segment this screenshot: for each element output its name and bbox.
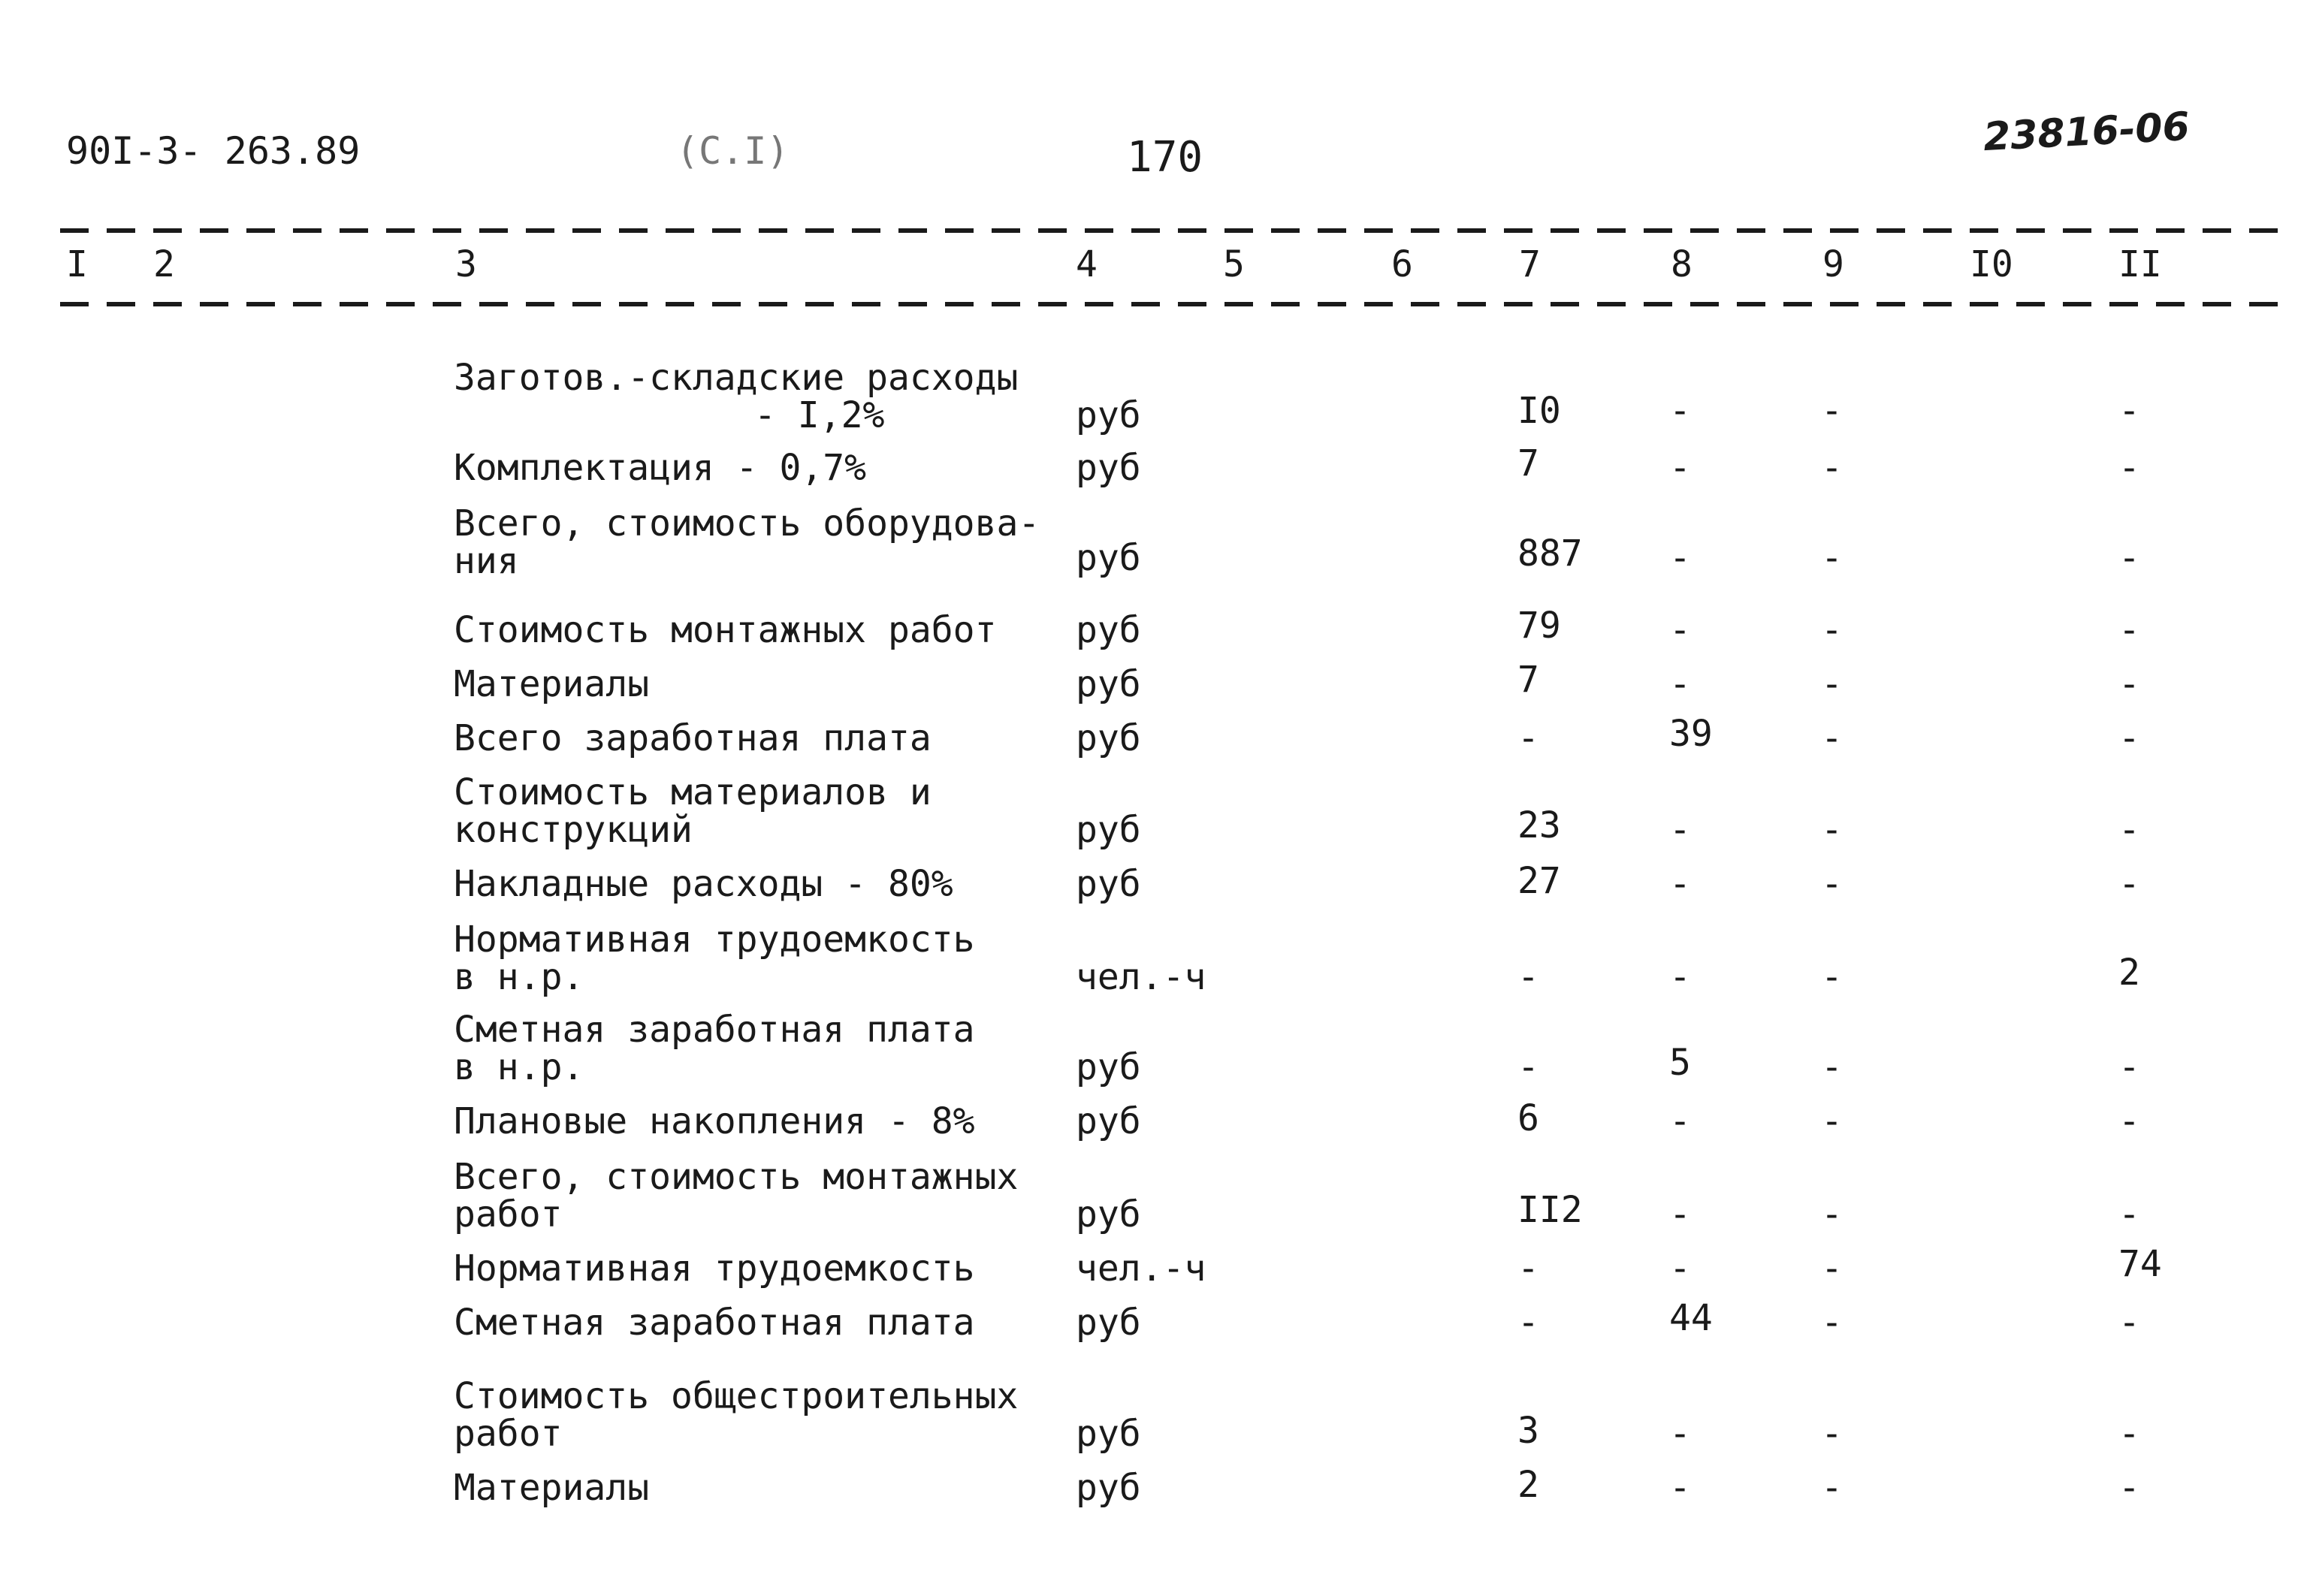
row-col7: 887 (1517, 533, 1583, 575)
row-col11: - (2118, 609, 2140, 651)
column-number-9: 9 (1822, 243, 1844, 285)
row-name-line: Всего, стоимость оборудова- (454, 502, 1040, 545)
row-name-line: Плановые накопления - 8% (454, 1100, 975, 1142)
row-col7: - (1517, 1046, 1539, 1088)
row-col7: 7 (1517, 442, 1539, 484)
row-col8: - (1669, 863, 1691, 905)
row-unit: руб (1076, 809, 1141, 851)
sheet-mark: (C.I) (676, 129, 790, 173)
column-number-8: 8 (1671, 243, 1693, 285)
row-col11: - (2118, 1467, 2140, 1509)
row-col9: - (1821, 1248, 1843, 1290)
row-col8: - (1669, 1100, 1691, 1142)
row-col9: - (1821, 1302, 1843, 1344)
row-col9: - (1821, 390, 1843, 432)
row-col9: - (1821, 609, 1843, 651)
row-col11: 2 (2118, 952, 2140, 994)
column-number-1: I (66, 243, 88, 285)
row-name (454, 1302, 975, 1344)
column-number-5: 5 (1223, 243, 1245, 285)
row-col7: 79 (1517, 605, 1561, 647)
row-col8: - (1669, 663, 1691, 705)
row-col11: - (2118, 1046, 2140, 1088)
handwritten-stamp-number: 23816-06 (1982, 104, 2191, 161)
row-name-line: конструкций (454, 809, 693, 851)
row-col9: - (1821, 447, 1843, 489)
row-unit: руб (1076, 1467, 1141, 1509)
column-number-7: 7 (1519, 243, 1541, 285)
row-unit: руб (1076, 1193, 1141, 1235)
document-code: 90I-3- 263.89 (66, 129, 361, 173)
row-col11: - (2118, 1100, 2140, 1142)
row-name-line: Сметная заработная плата (454, 1302, 975, 1344)
row-col7: - (1517, 1302, 1539, 1344)
row-name-line: Стоимость монтажных работ (454, 609, 997, 651)
row-col9: - (1821, 1193, 1843, 1235)
row-col8: - (1669, 1467, 1691, 1509)
row-unit: руб (1076, 1413, 1141, 1455)
row-col7: 7 (1517, 659, 1539, 701)
table-rule-top (60, 228, 2284, 233)
row-name (454, 665, 649, 703)
row-name-line: работ (454, 1193, 563, 1235)
row-name-line: Материалы (454, 663, 650, 705)
row-name-line: Всего, стоимость монтажных (454, 1156, 1019, 1198)
row-col9: - (1821, 663, 1843, 705)
row-col7: 27 (1517, 860, 1561, 902)
row-col8: 5 (1669, 1042, 1691, 1084)
row-col8: - (1669, 390, 1691, 432)
row-col9: - (1821, 1046, 1843, 1088)
row-unit: руб (1076, 1302, 1141, 1344)
row-col8: - (1669, 609, 1691, 651)
row-name (454, 717, 932, 759)
row-col11: - (2118, 809, 2140, 851)
row-name (454, 1377, 1018, 1453)
row-col11: - (2118, 863, 2140, 905)
row-name-line: Всего заработная плата (454, 717, 932, 759)
table-rule-bottom (60, 302, 2284, 306)
row-name-line: в н.р. (454, 1046, 584, 1088)
row-col7: 3 (1517, 1410, 1539, 1452)
row-name-line: Нормативная трудоемкость (454, 919, 975, 961)
column-number-10: I0 (1970, 243, 2013, 285)
row-col8: 44 (1669, 1297, 1713, 1339)
row-col9: - (1821, 1467, 1843, 1509)
row-name (454, 502, 1040, 582)
column-number-6: 6 (1391, 243, 1413, 285)
row-col9: - (1821, 809, 1843, 851)
row-name (454, 449, 866, 487)
row-name-line: Стоимость материалов и (454, 771, 932, 813)
row-col11: - (2118, 717, 2140, 759)
row-col8: - (1669, 1248, 1691, 1290)
row-col9: - (1821, 1100, 1843, 1142)
row-unit: чел.-ч (1076, 956, 1206, 998)
row-col7: - (1517, 956, 1539, 998)
row-col9: - (1821, 1413, 1843, 1455)
row-col11: - (2118, 1193, 2140, 1235)
row-col7: I0 (1517, 390, 1561, 432)
row-unit: руб (1076, 394, 1141, 436)
row-unit: руб (1076, 717, 1141, 759)
row-name-line: Накладные расходы - 80% (454, 863, 953, 905)
page-number: 170 (1127, 133, 1203, 182)
row-col7: - (1517, 1248, 1539, 1290)
row-unit: руб (1076, 447, 1141, 489)
row-name (454, 1469, 649, 1507)
row-col11: - (2118, 1413, 2140, 1455)
row-col11: - (2118, 1302, 2140, 1344)
row-col7: 6 (1517, 1097, 1539, 1139)
row-col9: - (1821, 956, 1843, 998)
row-col7: - (1517, 717, 1539, 759)
row-unit: руб (1076, 1046, 1141, 1088)
row-name (454, 611, 996, 649)
row-col8: - (1669, 809, 1691, 851)
row-name (454, 771, 932, 851)
column-number-2: 2 (153, 243, 175, 285)
row-col11: - (2118, 537, 2140, 579)
row-col9: - (1821, 537, 1843, 579)
row-col8: - (1669, 447, 1691, 489)
row-name (454, 1100, 975, 1142)
row-name-line: работ (454, 1413, 563, 1455)
row-col8: 39 (1669, 713, 1713, 755)
row-col8: - (1669, 537, 1691, 579)
row-name-line: в н.р. (454, 956, 584, 998)
row-name-line: Сметная заработная плата (454, 1009, 975, 1051)
column-number-4: 4 (1076, 243, 1098, 285)
row-name-line: Нормативная трудоемкость (454, 1248, 975, 1290)
row-name-line: Стоимость общестроительных (454, 1375, 1019, 1417)
row-name (454, 865, 953, 903)
row-name (454, 1248, 975, 1290)
row-col11: - (2118, 390, 2140, 432)
row-unit: руб (1076, 537, 1141, 579)
row-unit: руб (1076, 609, 1141, 651)
row-col7: 23 (1517, 804, 1561, 846)
row-col11: - (2118, 447, 2140, 489)
row-unit: руб (1076, 863, 1141, 905)
row-col9: - (1821, 717, 1843, 759)
row-col9: - (1821, 863, 1843, 905)
row-name-line: ния (454, 540, 519, 582)
row-col7: II2 (1517, 1189, 1583, 1231)
row-col11: 74 (2118, 1243, 2162, 1285)
row-unit: руб (1076, 1100, 1141, 1142)
row-name (454, 921, 975, 996)
row-col11: - (2118, 663, 2140, 705)
row-col8: - (1669, 1193, 1691, 1235)
row-col7: 2 (1517, 1464, 1539, 1506)
row-name-line: - I,2% (754, 394, 885, 436)
row-name (454, 359, 1018, 434)
row-name (454, 1158, 1018, 1233)
row-name (454, 1011, 975, 1086)
row-col8: - (1669, 1413, 1691, 1455)
row-name-line: Комплектация - 0,7% (454, 447, 867, 489)
column-number-3: 3 (455, 243, 477, 285)
row-col8: - (1669, 956, 1691, 998)
row-unit: чел.-ч (1076, 1248, 1206, 1290)
column-number-11: II (2118, 243, 2162, 285)
row-name-line: Заготов.-складские расходы (454, 357, 1019, 399)
row-name-line: Материалы (454, 1467, 650, 1509)
row-unit: руб (1076, 663, 1141, 705)
